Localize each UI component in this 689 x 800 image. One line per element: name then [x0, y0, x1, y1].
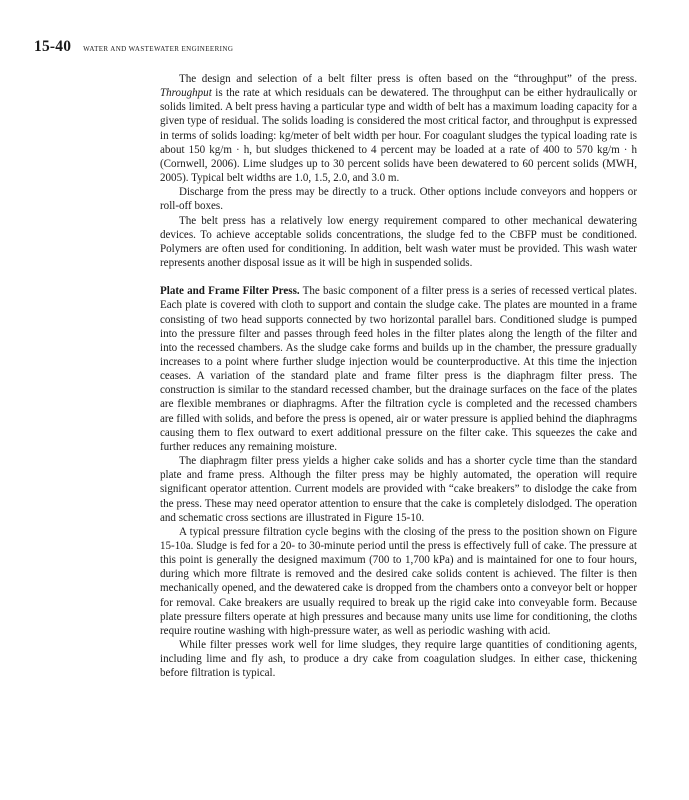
running-header: [34, 38, 654, 58]
paragraph-discharge: Discharge from the press may be directly to a truck. Other options include conveyors and hoppers or roll-off boxes.: [160, 186, 637, 213]
paragraph-text: The basic component of a filter press is a series of recessed vertical plates. Each plate is covered with cloth to support and contain the sludge cake. The plates are mounted in a frame consisting of two head supports connected by two horizontal parallel bars. Conditioned sludge is pumped into the pressure filter and passes through feed holes in the filter plates along the length of the filter and into the recessed chambers. As the sludge cake forms and builds up in the chamber, the pressure gradually increases to a point where further sludge injection would be counterproductive. At this time the injection ceases. A variation of the standard plate and frame filter press is the diaphragm filter press. The construction is similar to the standard recessed chamber, but the drainage surfaces on the face of the plates are flexible membranes or diaphragms. After the filtration cycle is completed and the recessed chambers are filled with solids, and before the press is opened, air or water pressure is applied behind the diaphragms causing them to flex outward to exert additional pressure on the filter cake. This squeezes the cake and further reduces any remaining moisture.: [160, 285, 637, 453]
running-head-title: WATER AND WASTEWATER ENGINEERING: [83, 45, 234, 53]
paragraph-text: The design and selection of a belt filter press is often based on the “throughput” of the press.: [179, 73, 637, 85]
page-number: 15-40: [34, 38, 72, 55]
term-throughput: Throughput: [160, 87, 212, 100]
section-heading: Plate and Frame Filter Press.: [160, 285, 300, 298]
paragraph-lime-sludges: While filter presses work well for lime sludges, they require large quantities of conditioning agents, including lime and fly ash, to produce a dry cake from coagulation sludges. In either case, thickening before filtration is typical.: [160, 639, 637, 680]
paragraph-text: is the rate at which residuals can be dewatered. The throughput can be either hydraulically or solids limited. A belt press having a particular type and width of belt has a maximum loading capacity for a given type of residual. The solids loading is considered the most critical factor, and throughput is expressed in terms of solids loading: kg/meter of belt width per hour. For coagulant sludges the typical loading rate is about 150 kg/m · h, but sludges thickened to 4 percent may be loaded at a rate of 400 to 570 kg/m · h (Cornwell, 2006). Lime sludges up to 30 percent solids have been dewatered to 60 percent solids (MWH, 2005). Typical belt widths are 1.0, 1.5, 2.0, and 3.0 m.: [160, 87, 637, 185]
paragraph-diaphragm: The diaphragm filter press yields a higher cake solids and has a shorter cycle time than the standard plate and frame press. Although the filter press may be highly automated, the operation will require significant operator attention. Current models are provided with “cake breakers” to dislodge the cake from the press. These may need operator attention to ensure that the cake is completely dislodged. The operation and schematic cross sections are illustrated in Figure 15-10.: [160, 455, 637, 524]
paragraph-plate-frame: [160, 284, 637, 454]
paragraph-throughput: [160, 72, 637, 185]
paragraph-energy: The belt press has a relatively low energy requirement compared to other mechanical dewatering devices. To achieve acceptable solids concentrations, the sludge fed to the CBFP must be conditioned. Polymers are often used for conditioning. In addition, belt wash water must be provided. This wash water represents another disposal issue as it will be high in suspended solids.: [160, 214, 637, 270]
paragraph-cycle: A typical pressure filtration cycle begins with the closing of the press to the position shown on Figure 15-10a. Sludge is fed for a 20- to 30-minute period until the press is effectively full of cake. The pressure at this point is generally the designed maximum (700 to 1,700 kPa) and is maintained for one to four hours, during which more filtrate is removed and the desired cake solids content is achieved. The filter is then mechanically opened, and the dewatered cake is dropped from the chambers onto a conveyor belt or hopper for removal. Cake breakers are usually required to break up the rigid cake into conveyable form. Because plate pressure filters operate at high pressures and because many units use lime for conditioning, the cloths require routine washing with high-pressure water, as well as periodic washing with acid.: [160, 525, 637, 637]
body-text: [160, 72, 637, 681]
